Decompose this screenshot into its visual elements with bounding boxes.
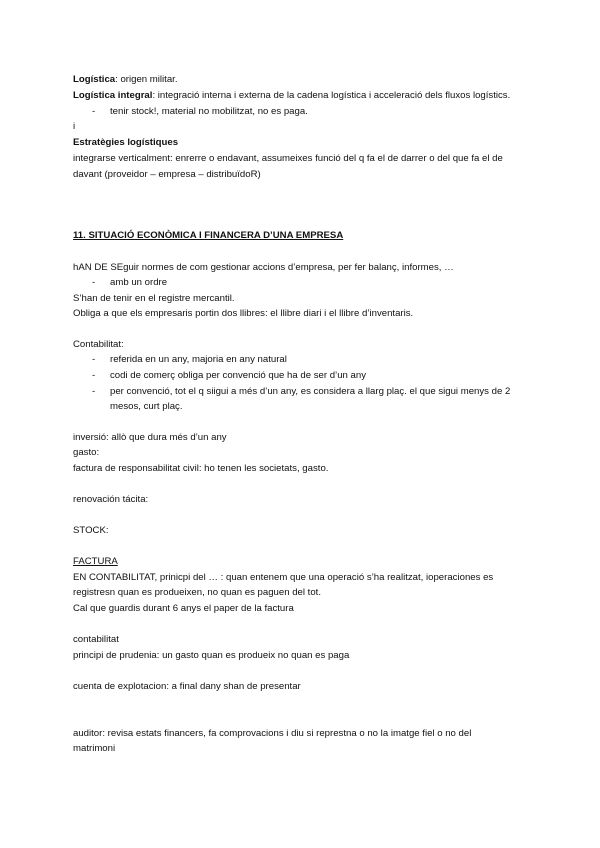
logistica-label: Logística (73, 74, 116, 85)
factura-line-1: EN CONTABILITAT, prinicpi del … : quan entenem que una operació s’ha realitzat, ioperaciones es (73, 572, 494, 583)
integrar-line-1: integrarse verticalment: enrerre o endavant, assumeixes funció del q fa el de darrer o del que fa el de (73, 153, 503, 164)
registre-line: S’han de tenir en el registre mercantil. (73, 293, 235, 304)
logistica-integral-text: : integració interna i externa de la cadena logística i acceleració dels fluxos logístics. (152, 90, 511, 101)
logistica-integral-label: Logística integral (73, 90, 153, 101)
estrategies-label: Estratègies logístiques (73, 137, 179, 148)
factura-heading-text: FACTURA (73, 556, 118, 567)
section-11-title: 11. SITUACIÓ ECONÒMICA I FINANCERA D’UNA EMPRESA (73, 230, 344, 241)
factura-resp-line: factura de responsabilitat civil: ho tenen les societats, gasto. (73, 463, 329, 474)
gasto-line: gasto: (73, 447, 100, 458)
section-heading (73, 230, 343, 242)
contabilitat-2-line: contabilitat (73, 634, 119, 645)
logistica-text: : origen militar. (115, 74, 178, 85)
renovacion-line: renovación tácita: (73, 494, 149, 505)
stray-i: i (73, 121, 76, 132)
contabilitat-bullet-3-cont: mesos, curt plaç. (110, 401, 183, 412)
obliga-line: Obliga a que els empresaris portin dos llibres: el llibre diari i el llibre d’inventaris. (73, 308, 414, 319)
bullet-dash: - (92, 277, 96, 288)
prudenia-line: principi de prudenia: un gasto quan es produeix no quan es paga (73, 650, 350, 661)
auditor-line-2: matrimoni (73, 743, 116, 754)
contabilitat-bullet-2: codi de comerç obliga per convenció que ha de ser d’un any (110, 370, 366, 381)
integrar-line-2: davant (proveidor – empresa – distribuïdoR) (73, 169, 261, 180)
logistica-integral-line (73, 90, 510, 102)
auditor-line-1: auditor: revisa estats financers, fa comprovacions i diu si represtna o no la imatge fiel o no del (73, 728, 472, 739)
ordre-bullet-text: amb un ordre (110, 277, 168, 288)
factura-heading (73, 556, 118, 568)
bullet-dash: - (92, 386, 96, 397)
factura-line-2: registresn quan es produeixen, no quan es paguen del tot. (73, 587, 322, 598)
cuenta-line: cuenta de explotacion: a final dany shan de presentar (73, 681, 301, 692)
logistica-line (73, 74, 178, 86)
estrategies-heading (73, 137, 178, 149)
inversio-line: inversió: allò que dura més d’un any (73, 432, 227, 443)
bullet-dash: - (92, 370, 96, 381)
contabilitat-bullet-1: referida en un any, majoria en any natural (110, 354, 287, 365)
contabilitat-label: Contabilitat: (73, 339, 124, 350)
bullet-dash: - (92, 354, 96, 365)
stock-bullet-text: tenir stock!, material no mobilitzat, no es paga. (110, 106, 308, 117)
han-line: hAN DE SEguir normes de com gestionar accions d’empresa, per fer balanç, informes, … (73, 262, 454, 273)
stock-line: STOCK: (73, 525, 109, 536)
contabilitat-bullet-3: per convenció, tot el q siigui a més d’un any, es considera a llarg plaç. el que sigui menys de 2 (110, 386, 511, 397)
bullet-dash: - (92, 106, 96, 117)
factura-line-3: Cal que guardis durant 6 anys el paper de la factura (73, 603, 294, 614)
